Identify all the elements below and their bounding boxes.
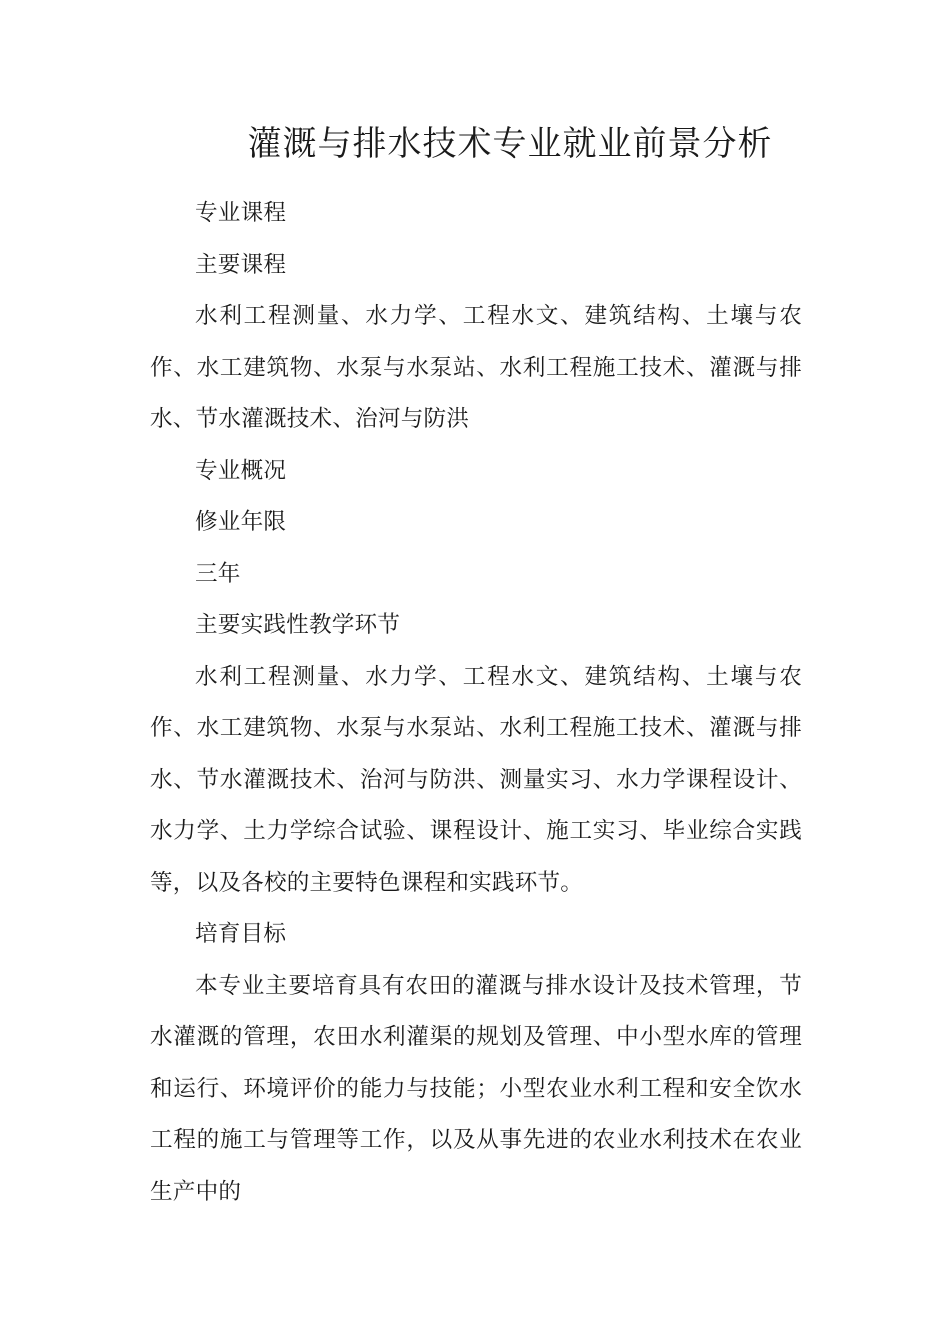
paragraph-duration-value: 三年 bbox=[195, 560, 241, 587]
document-title: 灌溉与排水技术专业就业前景分析 bbox=[247, 124, 773, 164]
heading-practical-teaching: 主要实践性教学环节 bbox=[195, 612, 401, 638]
heading-main-courses: 主要课程 bbox=[195, 251, 287, 278]
heading-study-duration: 修业年限 bbox=[195, 509, 287, 535]
paragraph-training-objectives: 本专业主要培育具有农田的灌溉与排水设计及技术管理，节水灌溉的管理，农田水利灌渠的规划及管理、中小型水库的管理和运行、环境评价的能力与技能；小型农业水利工程和安全饮水工程的施工与管理等工作，以及从事先进的农业水利技术在农业生产中的 bbox=[150, 972, 802, 1205]
paragraph-practical-teaching-list: 水利工程测量、水力学、工程水文、建筑结构、土壤与农作、水工建筑物、水泵与水泵站、水利工程施工技术、灌溉与排水、节水灌溉技术、治河与防洪、测量实习、水力学课程设计、水力学、土力学综合试验、课程设计、施工实习、毕业综合实践等，以及各校的主要特色课程和实践环节。 bbox=[150, 663, 802, 896]
document-body bbox=[150, 188, 802, 1218]
paragraph-main-courses-list: 水利工程测量、水力学、工程水文、建筑结构、土壤与农作、水工建筑物、水泵与水泵站、水利工程施工技术、灌溉与排水、节水灌溉技术、治河与防洪 bbox=[150, 303, 802, 432]
heading-training-objectives: 培育目标 bbox=[195, 921, 287, 947]
heading-professional-overview: 专业概况 bbox=[195, 457, 287, 484]
heading-professional-courses: 专业课程 bbox=[195, 200, 287, 226]
